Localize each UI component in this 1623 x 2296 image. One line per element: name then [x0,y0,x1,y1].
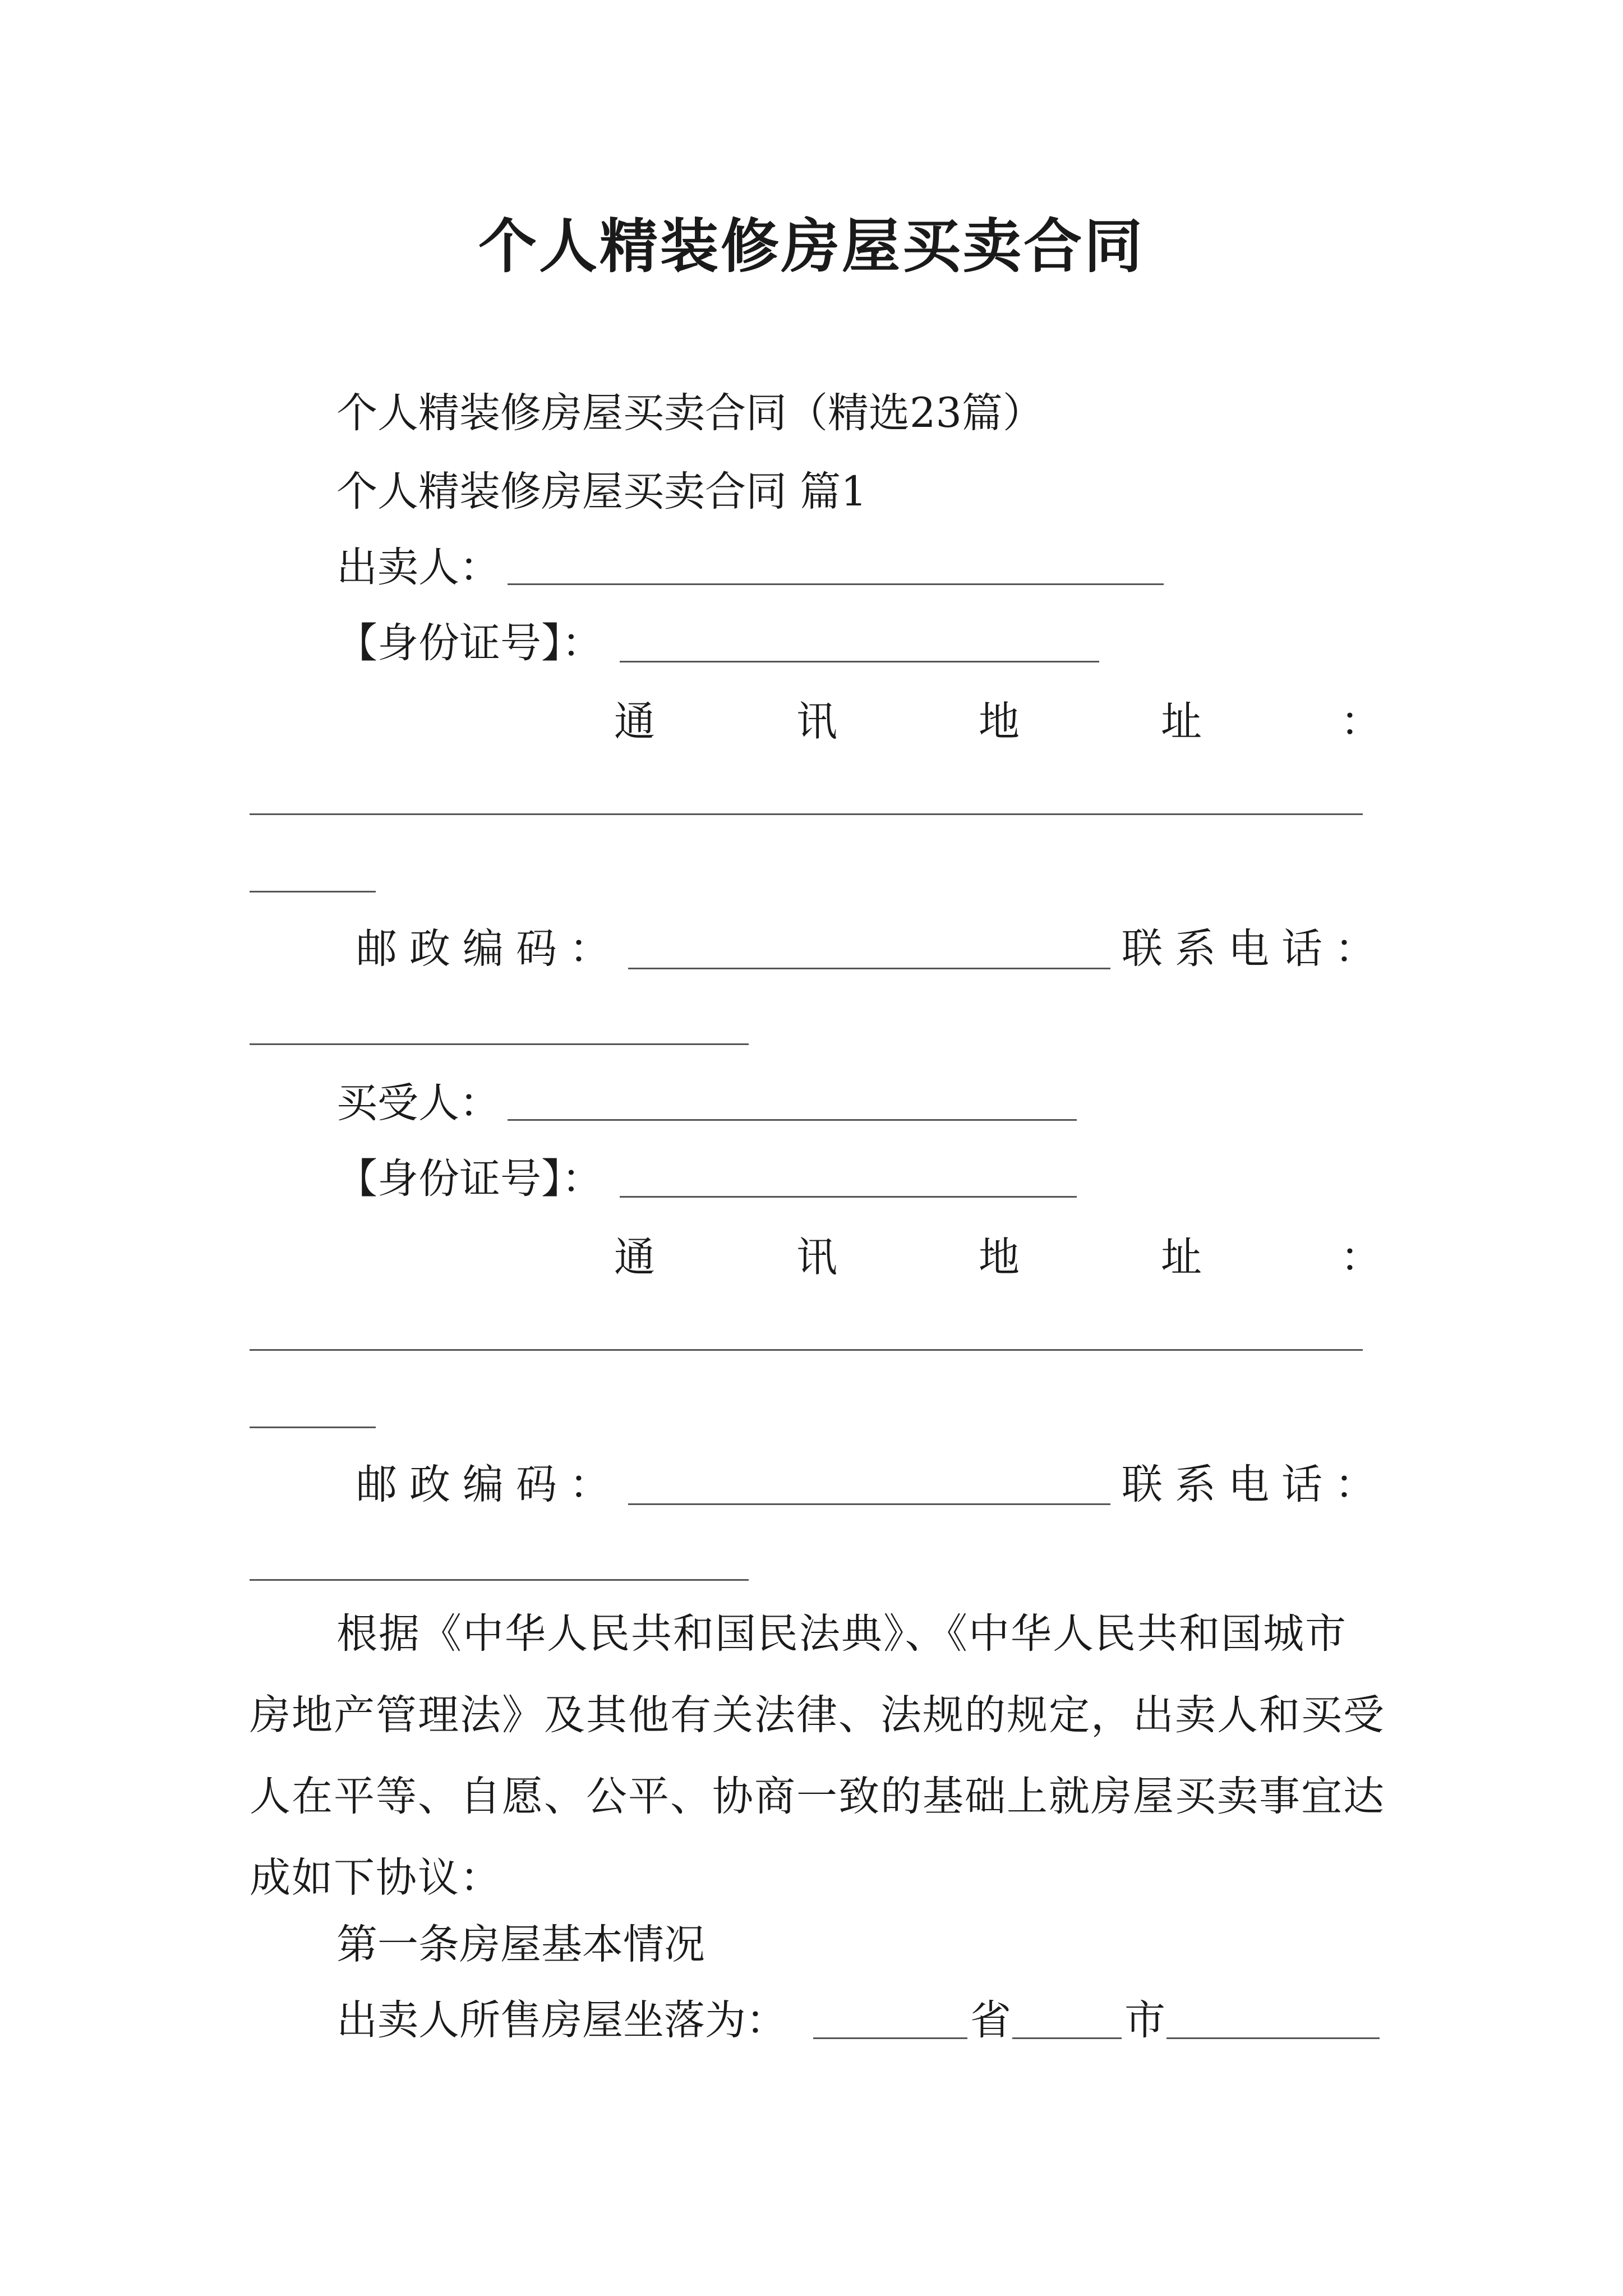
buyer-id-label: 【身份证号】： [336,1155,603,1203]
seller-postal-blank [628,968,1110,969]
subtitle: 个人精装修房屋买卖合同（精选23篇） [336,389,1044,437]
buyer-postal-blank [628,1503,1110,1505]
document-title: 个人精装修房屋买卖合同 [478,211,1145,280]
seller-id-label: 【身份证号】： [336,619,603,667]
city-blank [1012,2037,1122,2039]
buyer-address-char: 通 [614,1234,655,1281]
seller-address-char: 通 [614,698,655,746]
city-label: 市 [1124,1996,1165,2044]
buyer-address-blank [250,1349,1363,1351]
article-1-title: 第一条房屋基本情况 [336,1921,705,1968]
seller-address-char: ： [1340,698,1381,746]
seller-name-blank [508,583,1164,585]
seller-address-blank [250,813,1363,815]
seller-id-blank [620,661,1099,662]
section-heading: 个人精装修房屋买卖合同 篇1 [336,468,867,516]
seller-label: 出卖人： [336,544,500,591]
seller-address-blank-cont [250,891,376,892]
buyer-postal-label: 邮政编码： [356,1461,623,1508]
buyer-label: 买受人： [336,1079,500,1127]
buyer-phone-blank [250,1579,749,1581]
province-label: 省 [970,1996,1011,2044]
buyer-id-blank [620,1196,1077,1198]
location-label: 出卖人所售房屋坐落为： [336,1996,787,2044]
buyer-address-char: 址 [1161,1234,1202,1281]
preamble-paragraph: 根据《中华人民共和国民法典》、《中华人民共和国城市房地产管理法》及其他有关法律、法规的规定，出卖人和买受人在平等、自愿、公平、协商一致的基础上就房屋买卖事宜达成如下协议： [250,1610,1385,1902]
seller-address-char: 讯 [796,698,837,746]
buyer-name-blank [508,1119,1077,1121]
buyer-address-blank-cont [250,1427,376,1428]
seller-address-char: 址 [1161,698,1202,746]
buyer-phone-label: 联系电话： [1122,1461,1388,1508]
province-blank [813,2037,967,2039]
buyer-address-char: ： [1340,1234,1381,1281]
buyer-address-char: 讯 [796,1234,837,1281]
seller-phone-label: 联系电话： [1122,925,1388,973]
district-blank [1166,2037,1380,2039]
seller-postal-label: 邮政编码： [356,925,623,973]
seller-address-char: 地 [979,698,1020,746]
seller-phone-blank [250,1043,749,1045]
buyer-address-char: 地 [979,1234,1020,1281]
